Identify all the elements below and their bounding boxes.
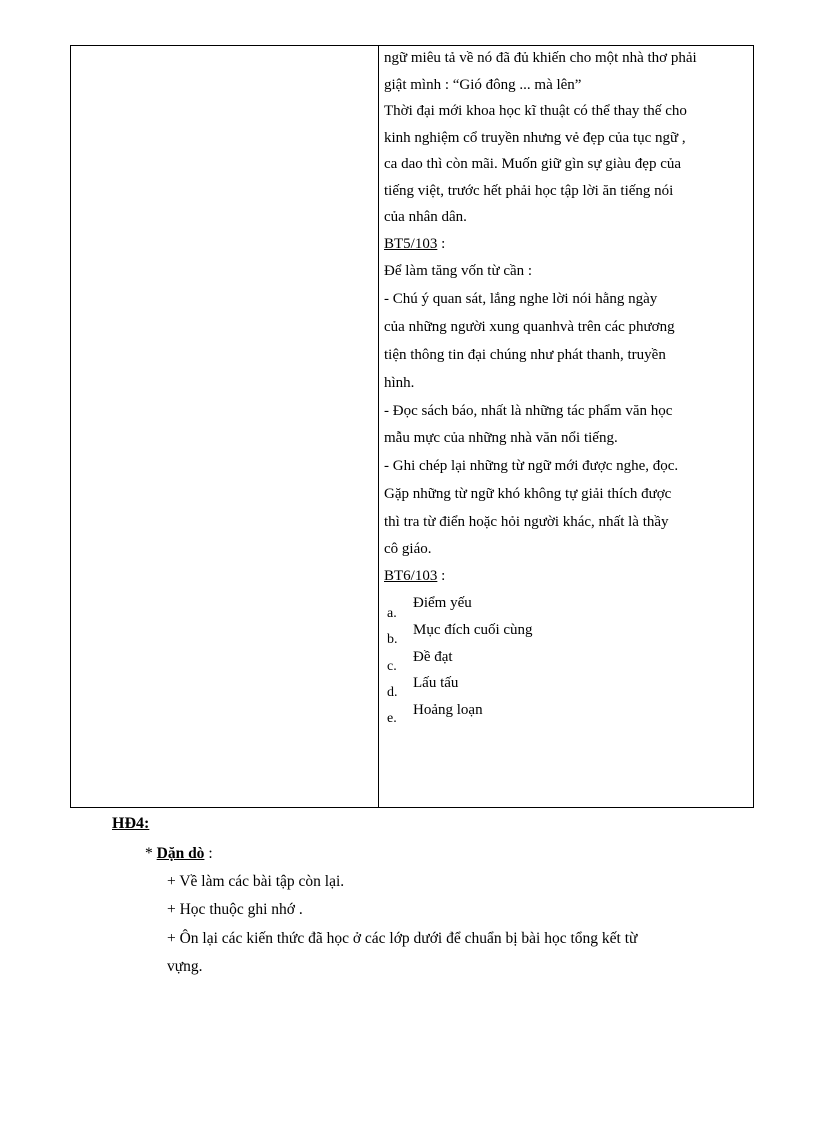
homework-item: + Ôn lại các kiến thức đã học ở các lớp dưới để chuẩn bị bài học tổng kết từ	[167, 930, 638, 947]
text-line: của những người xung quanhvà trên các phương	[384, 319, 675, 335]
list-item: Điểm yếu	[413, 595, 472, 611]
text-line: cô giáo.	[384, 541, 432, 557]
text-line: hình.	[384, 375, 415, 391]
text-line: Gặp những từ ngữ khó không tự giải thích được	[384, 486, 672, 502]
text-line: mẫu mực của những nhà văn nổi tiếng.	[384, 430, 618, 446]
column-divider	[378, 46, 379, 807]
bt6-label: BT6/103	[384, 568, 438, 584]
bt5-label: BT5/103	[384, 236, 438, 252]
text-line: Để làm tăng vốn từ cần :	[384, 263, 533, 279]
bt5-heading	[384, 234, 445, 254]
text-line: của nhân dân.	[384, 209, 467, 225]
bt5-colon: :	[437, 236, 446, 252]
star-marker: *	[145, 845, 157, 862]
text-line: Thời đại mới khoa học kĩ thuật có thể thay thế cho	[384, 103, 687, 119]
list-letter: b.	[387, 632, 398, 647]
list-item: Lấu tấu	[413, 675, 459, 691]
lesson-table	[70, 45, 754, 808]
homework-item: + Về làm các bài tập còn lại.	[167, 873, 345, 890]
list-item: Đề đạt	[413, 649, 453, 665]
bt6-heading	[384, 566, 445, 586]
dando-line	[145, 844, 213, 864]
text-line: tiếng việt, trước hết phải học tập lời ăn tiếng nói	[384, 183, 674, 199]
list-letter: d.	[387, 685, 398, 700]
homework-continuation: vựng.	[167, 958, 203, 975]
dando-colon: :	[204, 845, 213, 862]
text-line: - Ghi chép lại những từ ngữ mới được nghe, đọc.	[384, 458, 679, 474]
text-line: giật mình : “Gió đông ... mà lên”	[384, 77, 582, 93]
text-line: ngữ miêu tả về nó đã đủ khiến cho một nhà thơ phải	[384, 50, 697, 66]
hd4-heading: HĐ4:	[112, 815, 150, 832]
bt6-colon: :	[437, 568, 446, 584]
list-item: Hoảng loạn	[413, 702, 483, 718]
list-letter: c.	[387, 659, 397, 674]
list-item: Mục đích cuối cùng	[413, 622, 533, 638]
text-line: - Chú ý quan sát, lắng nghe lời nói hằng ngày	[384, 291, 658, 307]
text-line: ca dao thì còn mãi. Muốn giữ gìn sự giàu đẹp của	[384, 156, 682, 172]
text-line: kinh nghiệm cổ truyền nhưng vẻ đẹp của tục ngữ ,	[384, 130, 686, 146]
homework-item: + Học thuộc ghi nhớ .	[167, 901, 303, 918]
text-line: - Đọc sách báo, nhất là những tác phẩm văn học	[384, 403, 673, 419]
dando-label: Dặn dò	[156, 845, 205, 862]
list-letter: a.	[387, 606, 397, 621]
text-line: thì tra từ điển hoặc hỏi người khác, nhất là thầy	[384, 514, 669, 530]
text-line: tiện thông tin đại chúng như phát thanh, truyền	[384, 347, 666, 363]
list-letter: e.	[387, 711, 397, 726]
